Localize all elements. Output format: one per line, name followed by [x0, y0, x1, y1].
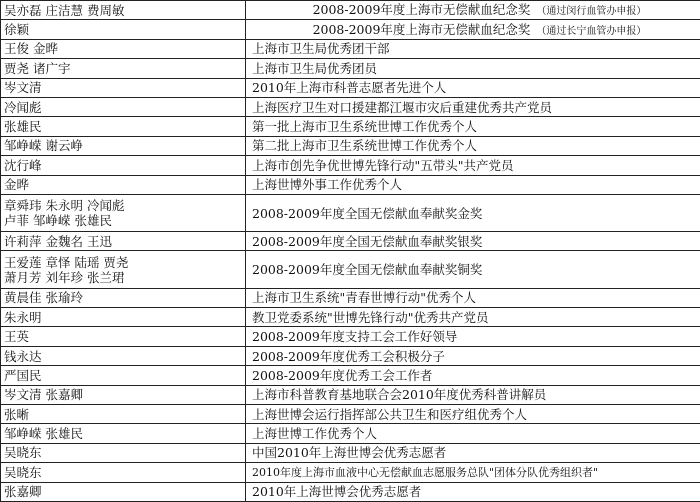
- recipient-names-cell[interactable]: 徐颖: [1, 20, 246, 39]
- award-title-text: 2008-2009年度全国无偿献血奉献奖金奖: [252, 206, 482, 221]
- award-title-text: 上海医疗卫生对口援建都江堰市灾后重建优秀共产党员: [252, 100, 552, 115]
- recipient-names-cell[interactable]: 张雄民: [1, 117, 246, 136]
- table-row: [1, 424, 700, 443]
- award-title-text: 上海市科普教育基地联合会2010年度优秀科普讲解员: [252, 387, 546, 402]
- award-title-text: 上海世博工作优秀个人: [252, 426, 377, 441]
- award-title-text: 上海市卫生局优秀团干部: [252, 41, 390, 56]
- recipient-names-cell[interactable]: 王英: [1, 327, 246, 346]
- award-title-text: 2010年度上海市血液中心无偿献血志愿服务总队"团体分队优秀组织者": [252, 466, 598, 479]
- table-row: [1, 482, 700, 501]
- award-title-cell[interactable]: [246, 117, 700, 136]
- table-row: [1, 20, 700, 39]
- table-row: [1, 366, 700, 385]
- award-title-text: 2010年上海世博会优秀志愿者: [252, 484, 421, 499]
- award-title-cell[interactable]: [246, 136, 700, 155]
- recipient-names-cell[interactable]: 张晰: [1, 405, 246, 424]
- award-title-cell[interactable]: [246, 424, 700, 443]
- recipient-names-cell[interactable]: 贾尧 诸广宇: [1, 59, 246, 78]
- award-title-cell[interactable]: [246, 59, 700, 78]
- award-title-text: 2010年上海市科普志愿者先进个人: [252, 80, 446, 95]
- table-row: [1, 194, 700, 231]
- recipient-names-cell[interactable]: 吴晓东: [1, 443, 246, 462]
- table-row: [1, 136, 700, 155]
- award-title-cell[interactable]: [246, 463, 700, 482]
- award-title-cell[interactable]: [246, 194, 700, 231]
- table-row: [1, 39, 700, 58]
- award-title-text: 2008-2009年度优秀工会工作者: [252, 368, 432, 383]
- award-title-text: 2008-2009年度上海市无偿献血纪念奖: [313, 22, 531, 37]
- recipient-names-cell[interactable]: 章舜玮 朱永明 冷闻彪 卢菲 邹峥嵘 张雄民: [1, 194, 246, 231]
- table-row: [1, 405, 700, 424]
- table-row: [1, 308, 700, 327]
- award-title-cell[interactable]: [246, 482, 700, 501]
- award-title-cell[interactable]: [246, 39, 700, 58]
- award-note-text: （通过闵行血管办申报）: [536, 6, 646, 17]
- table-row: [1, 346, 700, 365]
- table-row: [1, 97, 700, 116]
- award-note-text: （通过长宁血管办申报）: [536, 26, 646, 37]
- award-title-cell[interactable]: [246, 232, 700, 251]
- award-title-cell[interactable]: [246, 288, 700, 307]
- recipient-names-cell[interactable]: 严国民: [1, 366, 246, 385]
- recipient-names-cell[interactable]: 冷闻彪: [1, 97, 246, 116]
- table-row: [1, 288, 700, 307]
- award-title-text: 2008-2009年度优秀工会积极分子: [252, 349, 445, 364]
- award-title-text: 中国2010年上海世博会优秀志愿者: [252, 445, 446, 460]
- recipient-names-cell[interactable]: 朱永明: [1, 308, 246, 327]
- award-title-text: 上海世博外事工作优秀个人: [252, 177, 402, 192]
- award-title-cell[interactable]: [246, 20, 700, 39]
- table-row: [1, 175, 700, 194]
- recipient-names-cell[interactable]: 钱永达: [1, 346, 246, 365]
- award-title-cell[interactable]: [246, 366, 700, 385]
- recipient-names-cell[interactable]: 黄晨佳 张瑜玲: [1, 288, 246, 307]
- recipient-names-cell[interactable]: 许莉萍 金魏名 王迅: [1, 232, 246, 251]
- award-title-cell[interactable]: [246, 156, 700, 175]
- award-title-cell[interactable]: [246, 251, 700, 288]
- table-row: [1, 443, 700, 462]
- table-row: [1, 251, 700, 288]
- award-title-text: 上海世博会运行指挥部公共卫生和医疗组优秀个人: [252, 407, 527, 422]
- award-title-text: 上海市卫生系统"青春世博行动"优秀个人: [252, 290, 476, 305]
- award-title-text: 2008-2009年度支持工会工作好领导: [252, 329, 457, 344]
- recipient-names-cell[interactable]: 沈行峰: [1, 156, 246, 175]
- table-row: [1, 78, 700, 97]
- award-title-cell[interactable]: [246, 385, 700, 404]
- award-title-text: 教卫党委系统"世博先锋行动"优秀共产党员: [252, 310, 489, 325]
- award-title-text: 第二批上海市卫生系统世博工作优秀个人: [252, 138, 477, 153]
- award-title-text: 2008-2009年度上海市无偿献血纪念奖: [313, 2, 531, 17]
- recipient-names-cell[interactable]: 岑文清: [1, 78, 246, 97]
- award-title-cell[interactable]: [246, 97, 700, 116]
- award-title-cell[interactable]: [246, 405, 700, 424]
- award-title-text: 2008-2009年度全国无偿献血奉献奖银奖: [252, 234, 482, 249]
- table-row: [1, 59, 700, 78]
- recipient-names-cell[interactable]: 邹峥嵘 张雄民: [1, 424, 246, 443]
- recipient-names-cell[interactable]: 岑文清 张嘉卿: [1, 385, 246, 404]
- award-title-cell[interactable]: [246, 346, 700, 365]
- award-title-cell[interactable]: [246, 327, 700, 346]
- award-title-cell[interactable]: [246, 443, 700, 462]
- award-title-text: 2008-2009年度全国无偿献血奉献奖铜奖: [252, 262, 482, 277]
- table-row: [1, 232, 700, 251]
- recipient-names-cell[interactable]: 王俊 金晔: [1, 39, 246, 58]
- award-title-cell[interactable]: [246, 78, 700, 97]
- table-row: [1, 463, 700, 482]
- award-title-text: 上海市创先争优世博先锋行动"五带头"共产党员: [252, 158, 514, 173]
- award-title-text: 上海市卫生局优秀团员: [252, 61, 377, 76]
- recipient-names-cell[interactable]: 金晔: [1, 175, 246, 194]
- table-row: [1, 385, 700, 404]
- table-row: [1, 156, 700, 175]
- table-row: [1, 117, 700, 136]
- recipient-names-cell[interactable]: 张嘉卿: [1, 482, 246, 501]
- table-row: [1, 1, 700, 20]
- table-row: [1, 327, 700, 346]
- recipient-names-cell[interactable]: 邹峥嵘 谢云峥: [1, 136, 246, 155]
- recipient-names-cell[interactable]: 吴亦磊 庄洁慧 费周敏: [1, 1, 246, 20]
- award-title-text: 第一批上海市卫生系统世博工作优秀个人: [252, 119, 477, 134]
- award-title-cell[interactable]: [246, 1, 700, 20]
- award-title-cell[interactable]: [246, 308, 700, 327]
- recipient-names-cell[interactable]: 王爱莲 章怿 陆瑶 贾尧 萧月芳 刘年珍 张兰珺: [1, 251, 246, 288]
- award-title-cell[interactable]: [246, 175, 700, 194]
- recipient-names-cell[interactable]: 吴晓东: [1, 463, 246, 482]
